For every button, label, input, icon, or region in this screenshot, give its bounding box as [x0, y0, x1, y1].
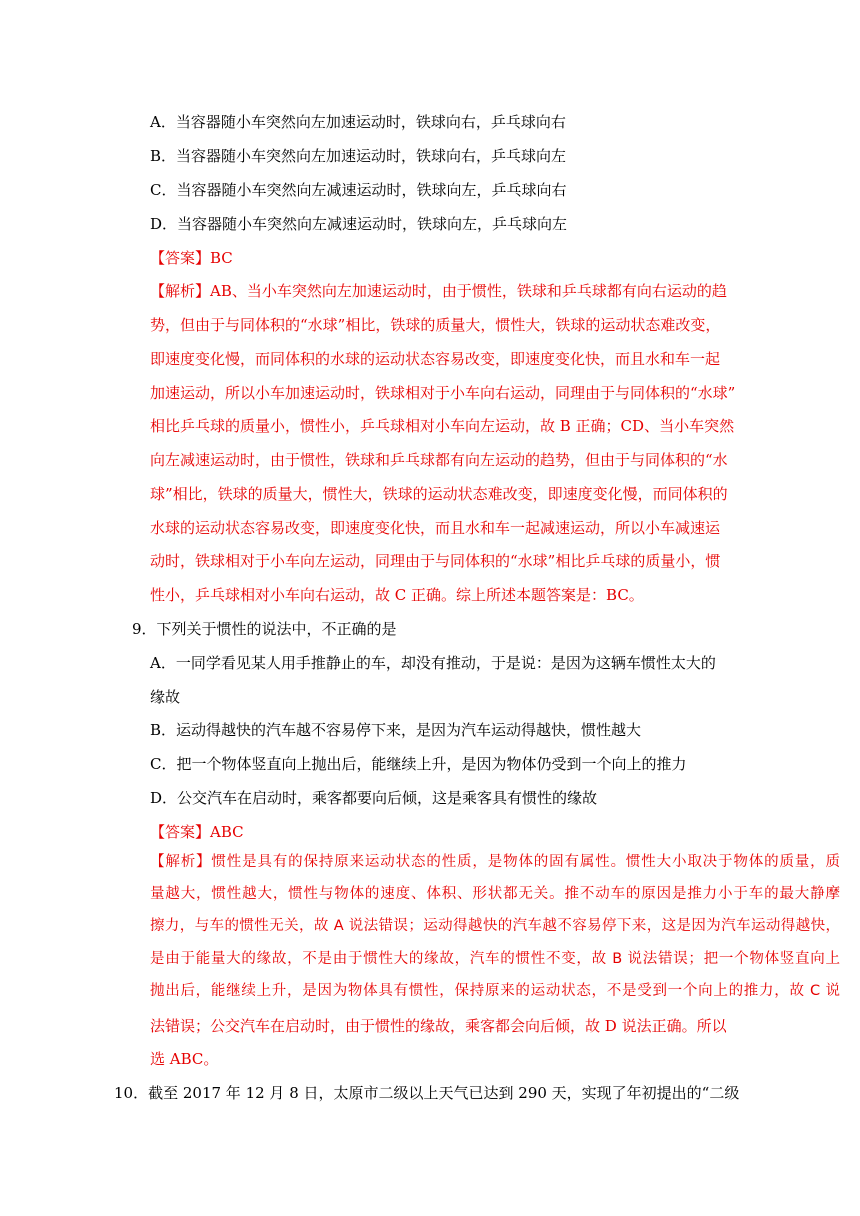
q9-explanation-line-6: 法错误；公交汽车在启动时，由于惯性的缘故，乘客都会向后倾，故 D 说法正确。所以	[150, 1017, 727, 1035]
q9-option-a-continued: 缘故	[150, 688, 181, 706]
q9-explanation-line-7: 选 ABC。	[150, 1050, 219, 1068]
q9-explanation-line-4: 是由于能量大的缘故，不是由于惯性大的缘故，汽车的惯性不变，故 B 说法错误；把一个物体竖直向上	[150, 951, 840, 967]
q8-explanation-line-7: 球”相比，铁球的质量大，惯性大，铁球的运动状态难改变，即速度变化慢，而同体积的	[150, 485, 728, 503]
q9-explanation-line-2: 量越大，惯性越大，惯性与物体的速度、体积、形状都无关。推不动车的原因是推力小于车的最大静摩	[150, 886, 840, 902]
q9-explanation-line-1: 【解析】惯性是具有的保持原来运动状态的性质，是物体的固有属性。惯性大小取决于物体的质量，质	[150, 854, 840, 870]
q8-explanation-line-9: 动时，铁球相对于小车向左运动，同理由于与同体积的“水球”相比乒乓球的质量小，惯	[150, 552, 721, 570]
q9-explanation-line-5: 抛出后，能继续上升，是因为物体具有惯性，保持原来的运动状态，不是受到一个向上的推力，故 C 说	[150, 983, 840, 999]
q8-explanation-line-2: 势，但由于与同体积的“水球”相比，铁球的质量大，惯性大，铁球的运动状态难改变，	[150, 316, 721, 334]
q8-explanation-line-6: 向左减速运动时，由于惯性，铁球和乒乓球都有向左运动的趋势，但由于与同体积的“水	[150, 451, 728, 469]
q8-option-c: C．当容器随小车突然向左减速运动时，铁球向左，乒乓球向右	[150, 181, 567, 199]
q10-stem: 10．截至 2017 年 12 月 8 日，太原市二级以上天气已达到 290 天，实现了年初提出的“二级	[114, 1084, 740, 1102]
q8-explanation-line-4: 加速运动，所以小车加速运动时，铁球相对于小车向右运动，同理由于与同体积的“水球”	[150, 384, 736, 402]
q8-explanation-line-10: 性小，乒乓球相对小车向右运动，故 C 正确。综上所述本题答案是：BC。	[150, 586, 644, 604]
q8-option-d: D．当容器随小车突然向左减速运动时，铁球向左，乒乓球向左	[150, 215, 568, 233]
q9-explanation-line-3: 擦力，与车的惯性无关，故 A 说法错误；运动得越快的汽车越不容易停下来，这是因为汽车运动得越快，	[150, 918, 840, 934]
q8-explanation-line-5: 相比乒乓球的质量小，惯性小，乒乓球相对小车向左运动，故 B 正确；CD、当小车突然	[150, 417, 735, 435]
q8-option-a: A．当容器随小车突然向左加速运动时，铁球向右，乒乓球向右	[150, 113, 566, 131]
q9-answer: 【答案】ABC	[150, 823, 244, 841]
q9-option-d: D．公交汽车在启动时，乘客都要向后倾，这是乘客具有惯性的缘故	[150, 789, 598, 807]
q9-stem: 9．下列关于惯性的说法中，不正确的是	[132, 620, 397, 638]
q8-explanation-line-1: 【解析】AB、当小车突然向左加速运动时，由于惯性，铁球和乒乓球都有向右运动的趋	[150, 282, 727, 300]
q8-option-b: B．当容器随小车突然向左加速运动时，铁球向右，乒乓球向左	[150, 147, 567, 165]
q8-answer: 【答案】BC	[150, 249, 233, 267]
q9-option-b: B．运动得越快的汽车越不容易停下来，是因为汽车运动得越快，惯性越大	[150, 721, 642, 739]
q8-explanation-line-3: 即速度变化慢，而同体积的水球的运动状态容易改变，即速度变化快，而且水和车一起	[150, 350, 721, 368]
q9-option-c: C．把一个物体竖直向上抛出后，能继续上升，是因为物体仍受到一个向上的推力	[150, 755, 687, 773]
q9-option-a: A．一同学看见某人用手推静止的车，却没有推动，于是说：是因为这辆车惯性太大的	[150, 654, 716, 672]
q8-explanation-line-8: 水球的运动状态容易改变，即速度变化快，而且水和车一起减速运动，所以小车减速运	[150, 519, 721, 537]
